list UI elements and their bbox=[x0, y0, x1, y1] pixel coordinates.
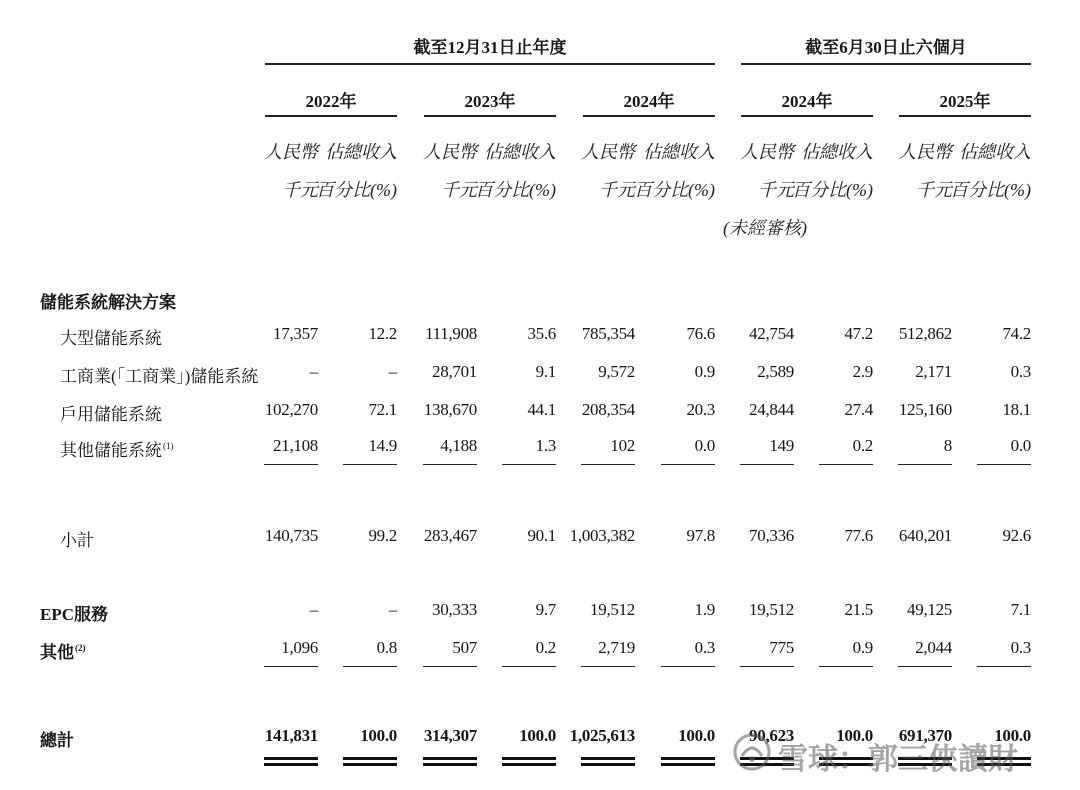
row-label-text: 戶用儲能系統 bbox=[60, 405, 162, 424]
subtotal-underline bbox=[977, 464, 1031, 465]
year-2024-header: 2024年 bbox=[623, 92, 675, 111]
total-double-underline bbox=[264, 757, 318, 766]
table-cell: 314,307 bbox=[423, 726, 477, 745]
table-cell: 125,160 bbox=[898, 400, 952, 419]
table-cell: 2,589 bbox=[757, 362, 794, 381]
subtotal-underline bbox=[661, 666, 715, 667]
table-cell: 0.3 bbox=[1010, 362, 1031, 381]
row-label bbox=[40, 726, 74, 751]
pct-revenue-subheader: 佔總收入 bbox=[484, 142, 556, 162]
subtotal-underline bbox=[581, 666, 635, 667]
table-cell: 0.3 bbox=[694, 638, 715, 657]
row-label bbox=[60, 436, 174, 461]
subtotal-underline bbox=[819, 464, 873, 465]
table-cell: 138,670 bbox=[423, 400, 477, 419]
row-label bbox=[40, 638, 86, 663]
table-cell: 140,735 bbox=[264, 526, 318, 545]
subtotal-underline bbox=[264, 464, 318, 465]
table-cell: 1.9 bbox=[694, 600, 715, 619]
table-cell: 28,701 bbox=[432, 362, 477, 381]
watermark bbox=[732, 728, 1072, 776]
table-cell: 1,003,382 bbox=[569, 526, 635, 545]
thousand-subheader: 千元 bbox=[916, 180, 952, 200]
table-cell: 49,125 bbox=[907, 600, 952, 619]
subtotal-underline bbox=[264, 666, 318, 667]
subtotal-underline bbox=[819, 666, 873, 667]
table-cell: 0.0 bbox=[694, 436, 715, 455]
table-cell: 102,270 bbox=[264, 400, 318, 419]
table-cell: 2,171 bbox=[915, 362, 952, 381]
half-year-group-title: 截至6月30日止六個月 bbox=[805, 38, 967, 57]
table-cell: 111,908 bbox=[425, 324, 477, 343]
table-cell: 21.5 bbox=[844, 600, 873, 619]
subtotal-underline bbox=[661, 464, 715, 465]
table-cell: 35.6 bbox=[527, 324, 556, 343]
table-cell: 76.6 bbox=[686, 324, 715, 343]
thousand-subheader: 千元 bbox=[441, 180, 477, 200]
row-label-text: 其他 bbox=[40, 643, 74, 662]
table-cell: 27.4 bbox=[844, 400, 873, 419]
table-cell: 1.3 bbox=[535, 436, 556, 455]
pct-revenue-subheader: 佔總收入 bbox=[801, 142, 873, 162]
table-cell: 1,025,613 bbox=[569, 726, 635, 745]
rmb-subheader: 人民幣 bbox=[581, 142, 635, 162]
table-cell: 691,370 bbox=[898, 726, 952, 745]
footnote-marker: (2) bbox=[75, 643, 86, 654]
year-2023-header: 2023年 bbox=[464, 92, 516, 111]
pct-unit-subheader: 百分比(%) bbox=[792, 180, 873, 200]
row-label bbox=[60, 526, 94, 551]
footnote-marker: (1) bbox=[163, 441, 174, 452]
pct-revenue-subheader: 佔總收入 bbox=[959, 142, 1031, 162]
table-cell: 512,862 bbox=[898, 324, 952, 343]
subtotal-underline bbox=[343, 464, 397, 465]
table-cell: 21,108 bbox=[273, 436, 318, 455]
table-cell: – bbox=[309, 362, 318, 381]
halfyear-2024-header: 2024年 bbox=[781, 92, 833, 111]
row-label-text: EPC服務 bbox=[40, 605, 108, 624]
year-2023-rule bbox=[424, 115, 556, 117]
table-cell: 0.2 bbox=[852, 436, 873, 455]
rmb-subheader: 人民幣 bbox=[423, 142, 477, 162]
total-double-underline bbox=[661, 757, 715, 766]
table-cell: 141,831 bbox=[264, 726, 318, 745]
table-cell: 42,754 bbox=[749, 324, 794, 343]
subtotal-underline bbox=[581, 464, 635, 465]
row-label-text: 總計 bbox=[40, 731, 74, 750]
thousand-subheader: 千元 bbox=[758, 180, 794, 200]
pct-revenue-subheader: 佔總收入 bbox=[643, 142, 715, 162]
row-label-text: 儲能系統解決方案 bbox=[40, 293, 176, 312]
table-cell: 640,201 bbox=[898, 526, 952, 545]
row-label bbox=[60, 362, 258, 387]
row-label-text: 工商業(「工商業」)儲能系統 bbox=[60, 367, 259, 386]
subtotal-underline bbox=[898, 666, 952, 667]
fiscal-year-group-title: 截至12月31日止年度 bbox=[413, 38, 567, 57]
table-cell: 100.0 bbox=[360, 726, 397, 745]
table-cell: 100.0 bbox=[836, 726, 873, 745]
row-label bbox=[60, 400, 162, 425]
table-cell: 102 bbox=[610, 436, 635, 455]
table-cell: 0.8 bbox=[376, 638, 397, 657]
snowball-logo-icon bbox=[732, 732, 772, 772]
table-cell: 19,512 bbox=[749, 600, 794, 619]
table-cell: 0.3 bbox=[1010, 638, 1031, 657]
year-2022-rule bbox=[265, 115, 397, 117]
subtotal-underline bbox=[423, 464, 477, 465]
table-cell: 0.9 bbox=[694, 362, 715, 381]
row-label bbox=[40, 288, 176, 313]
subtotal-underline bbox=[977, 666, 1031, 667]
total-double-underline bbox=[423, 757, 477, 766]
half-year-group-rule bbox=[741, 63, 1031, 65]
year-2024-rule bbox=[583, 115, 715, 117]
pct-unit-subheader: 百分比(%) bbox=[475, 180, 556, 200]
table-cell: 4,188 bbox=[440, 436, 477, 455]
fiscal-year-group-rule bbox=[265, 63, 715, 65]
row-label bbox=[60, 324, 162, 349]
thousand-subheader: 千元 bbox=[282, 180, 318, 200]
table-cell: 20.3 bbox=[686, 400, 715, 419]
table-cell: 77.6 bbox=[844, 526, 873, 545]
unaudited-note: (未經審核) bbox=[723, 218, 807, 238]
table-cell: 9,572 bbox=[598, 362, 635, 381]
table-cell: 97.8 bbox=[686, 526, 715, 545]
pct-unit-subheader: 百分比(%) bbox=[950, 180, 1031, 200]
table-cell: 90.1 bbox=[527, 526, 556, 545]
subtotal-underline bbox=[502, 666, 556, 667]
row-label bbox=[40, 600, 108, 625]
total-double-underline bbox=[502, 757, 556, 766]
table-cell: 24,844 bbox=[749, 400, 794, 419]
table-cell: 785,354 bbox=[581, 324, 635, 343]
table-cell: 74.2 bbox=[1002, 324, 1031, 343]
subtotal-underline bbox=[740, 666, 794, 667]
table-cell: 0.0 bbox=[1010, 436, 1031, 455]
table-cell: 92.6 bbox=[1002, 526, 1031, 545]
table-cell: 72.1 bbox=[368, 400, 397, 419]
table-cell: – bbox=[309, 600, 318, 619]
table-cell: 149 bbox=[769, 436, 794, 455]
table-cell: 8 bbox=[943, 436, 952, 455]
table-cell: – bbox=[388, 362, 397, 381]
table-cell: 2,044 bbox=[915, 638, 952, 657]
table-cell: 90,623 bbox=[749, 726, 794, 745]
total-double-underline bbox=[581, 757, 635, 766]
subtotal-underline bbox=[898, 464, 952, 465]
table-cell: 1,096 bbox=[281, 638, 318, 657]
table-cell: 100.0 bbox=[678, 726, 715, 745]
table-cell: 19,512 bbox=[590, 600, 635, 619]
subtotal-underline bbox=[343, 666, 397, 667]
table-cell: 18.1 bbox=[1002, 400, 1031, 419]
table-cell: 12.2 bbox=[368, 324, 397, 343]
table-cell: 100.0 bbox=[994, 726, 1031, 745]
table-cell: 208,354 bbox=[581, 400, 635, 419]
table-cell: 283,467 bbox=[423, 526, 477, 545]
thousand-subheader: 千元 bbox=[599, 180, 635, 200]
subtotal-underline bbox=[502, 464, 556, 465]
table-cell: 2.9 bbox=[852, 362, 873, 381]
row-label-text: 小計 bbox=[60, 531, 94, 550]
table-cell: 9.7 bbox=[535, 600, 556, 619]
table-cell: 14.9 bbox=[368, 436, 397, 455]
year-2022-header: 2022年 bbox=[305, 92, 357, 111]
table-cell: 17,357 bbox=[273, 324, 318, 343]
pct-unit-subheader: 百分比(%) bbox=[316, 180, 397, 200]
rmb-subheader: 人民幣 bbox=[898, 142, 952, 162]
table-cell: 99.2 bbox=[368, 526, 397, 545]
halfyear-2024-rule bbox=[741, 115, 873, 117]
table-cell: 507 bbox=[452, 638, 477, 657]
table-cell: – bbox=[388, 600, 397, 619]
watermark-text: 雪球：郭三俠讀財 bbox=[778, 742, 1018, 777]
pct-unit-subheader: 百分比(%) bbox=[634, 180, 715, 200]
row-label-text: 其他儲能系統 bbox=[60, 441, 162, 460]
table-cell: 775 bbox=[769, 638, 794, 657]
table-cell: 30,333 bbox=[432, 600, 477, 619]
table-cell: 9.1 bbox=[535, 362, 556, 381]
total-double-underline bbox=[343, 757, 397, 766]
halfyear-2025-rule bbox=[899, 115, 1031, 117]
halfyear-2025-header: 2025年 bbox=[939, 92, 991, 111]
table-cell: 44.1 bbox=[527, 400, 556, 419]
rmb-subheader: 人民幣 bbox=[740, 142, 794, 162]
table-cell: 7.1 bbox=[1010, 600, 1031, 619]
table-cell: 0.2 bbox=[535, 638, 556, 657]
table-cell: 70,336 bbox=[749, 526, 794, 545]
table-cell: 2,719 bbox=[598, 638, 635, 657]
pct-revenue-subheader: 佔總收入 bbox=[325, 142, 397, 162]
table-cell: 47.2 bbox=[844, 324, 873, 343]
rmb-subheader: 人民幣 bbox=[264, 142, 318, 162]
subtotal-underline bbox=[740, 464, 794, 465]
subtotal-underline bbox=[423, 666, 477, 667]
table-cell: 100.0 bbox=[519, 726, 556, 745]
table-cell: 0.9 bbox=[852, 638, 873, 657]
row-label-text: 大型儲能系統 bbox=[60, 329, 162, 348]
